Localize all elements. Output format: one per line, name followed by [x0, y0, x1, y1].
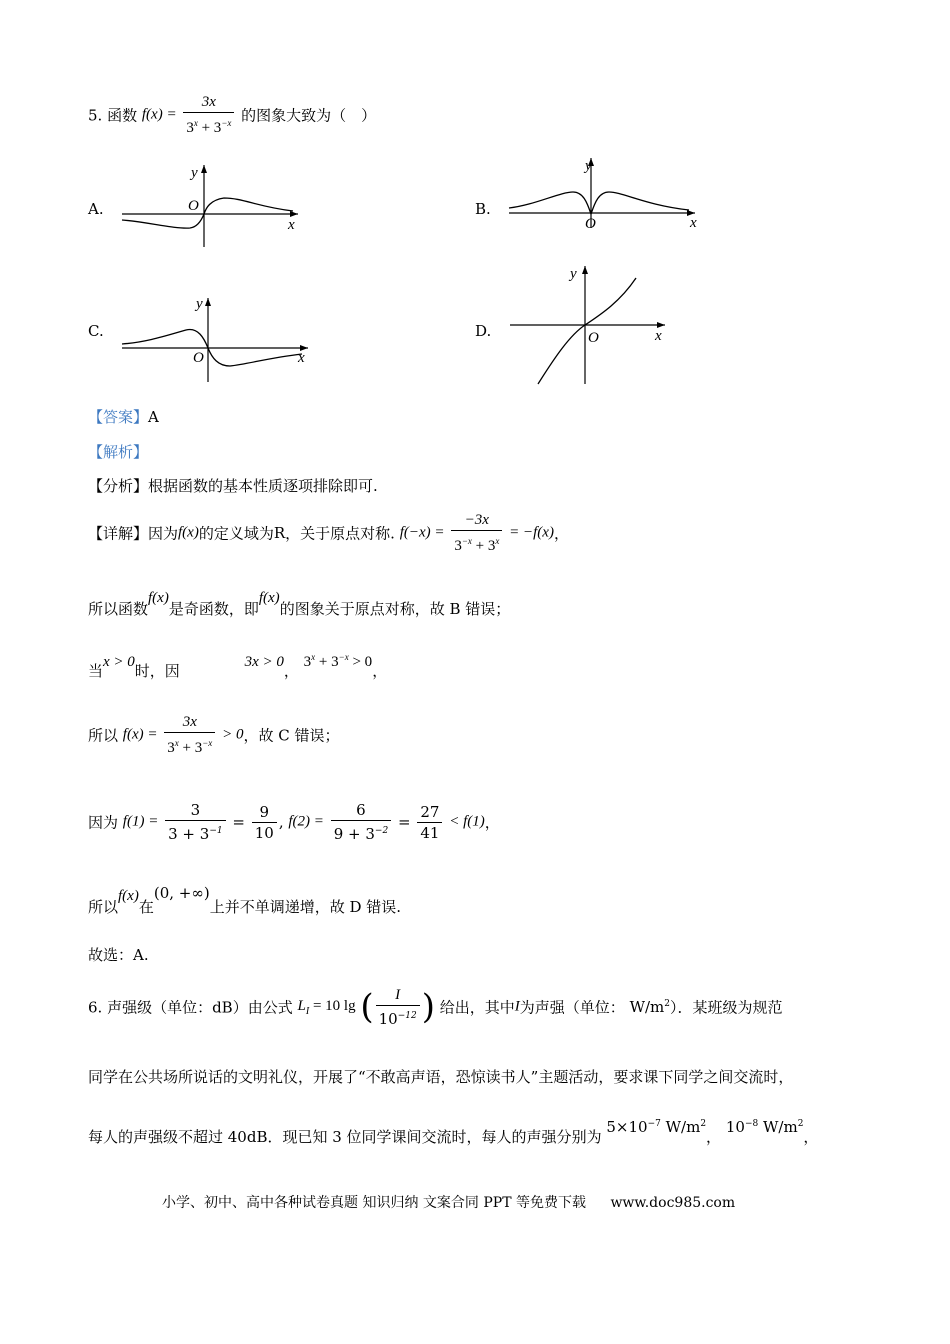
q6-unit: $W/m^2$	[629, 998, 671, 1016]
q5-stem	[88, 92, 376, 138]
detail-fx: f(x)	[178, 524, 199, 541]
q6-end: ，	[803, 1128, 819, 1146]
footer-site-link[interactable]: www.doc985.com	[610, 1195, 736, 1211]
monotonic-line	[88, 884, 402, 917]
line3-b: 时，因	[134, 662, 180, 680]
graph-d-origin: O	[588, 330, 599, 346]
line5-eq1: =	[232, 813, 245, 831]
analysis-summary: 【分析】根据函数的基本性质逐项排除即可.	[88, 477, 378, 495]
detail-rhs: = −f(x)	[509, 524, 554, 541]
option-b-label: B.	[475, 200, 491, 218]
detail-denominator: $3^{-x} + 3^x$	[451, 530, 502, 556]
graph-d-y-label: y	[570, 266, 577, 282]
line4-denominator: $3^x + 3^{-x}$	[164, 732, 215, 758]
graph-c-y-label: y	[196, 296, 203, 312]
values-line	[88, 800, 500, 844]
detail-lead: 【详解】因为	[88, 524, 179, 543]
line3-end: ，	[372, 662, 388, 680]
option-d-label: D.	[475, 322, 492, 340]
q6-right-paren: )	[421, 987, 435, 1027]
detail-numerator: −3x	[464, 512, 489, 528]
q6-formula-lhs: $L_I = 10$ lg	[297, 997, 356, 1017]
q6-value1: $5\times 10^{-7}$ $W/m^2$	[606, 1118, 707, 1136]
detail-domain-R: R	[273, 524, 286, 542]
line3-cond: x > 0	[103, 654, 135, 670]
graph-d	[505, 262, 680, 387]
answer-line	[88, 406, 159, 427]
q5-fn-fraction	[183, 92, 234, 138]
q6-l3a: 每人的声强级不超过 40dB．现已知 3 位同学课间交流时，每人的声强分别为	[88, 1128, 602, 1146]
positive-x-line	[88, 652, 388, 681]
q6-value2: $10^{-8}$ $W/m^2$	[725, 1118, 804, 1136]
line4-end: ，故 C 错误；	[243, 726, 340, 745]
line6-c: 上并不单调递增，故 D 错误.	[209, 898, 402, 916]
line4-fraction	[164, 712, 215, 758]
line2-b: 是奇函数，即	[168, 600, 259, 618]
line5-f1: f(1) =	[122, 813, 159, 830]
line2-a: 所以函数	[88, 600, 149, 618]
q5-prefix: 5. 函数	[88, 106, 138, 125]
option-a-label: A.	[88, 200, 104, 218]
detail-line	[88, 510, 569, 556]
q6-l1b: 给出，其中	[439, 998, 515, 1017]
line4-lhs: f(x) =	[122, 726, 158, 743]
detail-mid2: ，关于原点对称.	[285, 524, 395, 543]
footer-text: 小学、初中、高中各种试卷真题 知识归纳 文案合同 PPT 等免费下载	[162, 1195, 586, 1211]
line3-ineq1: 3x > 0	[244, 654, 284, 670]
line5-f2: f(2) =	[288, 813, 324, 830]
q6-l1a: 6. 声强级（单位：dB）由公式	[88, 998, 293, 1017]
line5-end: ，	[484, 813, 500, 832]
line3-a: 当	[88, 662, 104, 680]
q6-l1c: 为声强（单位：	[519, 998, 625, 1017]
line3-sep: ，	[283, 662, 299, 680]
q6-sep: ，	[706, 1128, 722, 1146]
line2-c: 的图象关于原点对称，故 B 错误；	[279, 600, 511, 618]
graph-a	[118, 155, 318, 255]
graph-b-y-label: y	[585, 158, 592, 174]
q5-fn-lhs: f(x) =	[141, 106, 177, 123]
detail-mid: 的定义域为	[198, 524, 274, 543]
line6-interval: (0, +∞)	[153, 884, 210, 902]
line4-a: 所以	[88, 726, 119, 745]
answer-tag: 【答案】	[88, 408, 149, 426]
line2-fx: f(x)	[148, 590, 169, 606]
q6-I: I	[514, 998, 520, 1015]
detail-lhs: f(−x) =	[399, 524, 445, 541]
analysis-tag: 【解析】	[88, 443, 149, 461]
graph-a-origin: O	[188, 198, 199, 214]
graph-a-y-label: y	[191, 165, 198, 181]
graph-c-x-label: x	[298, 350, 305, 366]
graph-c	[118, 290, 318, 385]
line5-comma: ,	[278, 813, 284, 831]
line5-a: 因为	[88, 813, 119, 832]
q6-line2: 同学在公共场所说话的文明礼仪，开展了“不敢高声语，恐惊读书人”主题活动，要求课下同学之间交流时，	[88, 1068, 794, 1086]
answer-value: A	[148, 408, 159, 426]
detail-fraction	[451, 510, 502, 556]
q5-suffix: 的图象大致为（ ）	[241, 106, 377, 125]
detail-end: ，	[553, 524, 569, 543]
line5-frac2: $\frac{9}{10}$	[252, 802, 277, 843]
line3-ineq2: $3^x + 3^{-x} > 0$	[303, 652, 373, 670]
odd-function-line	[88, 590, 511, 619]
line2-fx2: f(x)	[258, 590, 280, 606]
footer	[162, 1192, 735, 1212]
graph-b-origin: O	[585, 216, 596, 232]
positive-fx-line	[88, 712, 339, 758]
line6-fx: f(x)	[118, 888, 139, 904]
line6-b: 在	[138, 898, 154, 916]
final-choice: 故选：A.	[88, 946, 149, 964]
q6-l1d: ）．某班级为规范	[670, 998, 783, 1017]
graph-a-x-label: x	[288, 217, 295, 233]
q5-fn-numerator: 3x	[201, 94, 216, 110]
q6-formula-fraction: $\frac{I}{10^{-12}}$	[376, 985, 420, 1029]
q6-line1	[88, 985, 783, 1029]
graph-d-x-label: x	[655, 328, 662, 344]
line5-frac3: $\frac{6}{9 + 3^{-2}}$	[331, 800, 391, 844]
line5-frac4: $\frac{27}{41}$	[417, 802, 442, 843]
graph-b	[505, 150, 705, 240]
option-c-label: C.	[88, 322, 104, 340]
graph-c-origin: O	[193, 350, 204, 366]
graph-b-x-label: x	[690, 215, 697, 231]
line5-frac1: $\frac{3}{3 + 3^{-1}}$	[165, 800, 225, 844]
line4-rhs: > 0	[222, 726, 244, 743]
q6-left-paren: (	[360, 987, 374, 1027]
line4-numerator: 3x	[182, 714, 197, 730]
q5-fn-denominator: $3^x + 3^{-x}$	[183, 112, 234, 138]
line5-lt: < f(1)	[449, 813, 485, 830]
q6-line3	[88, 1118, 819, 1147]
line5-eq2: =	[397, 813, 411, 831]
line6-a: 所以	[88, 898, 119, 916]
